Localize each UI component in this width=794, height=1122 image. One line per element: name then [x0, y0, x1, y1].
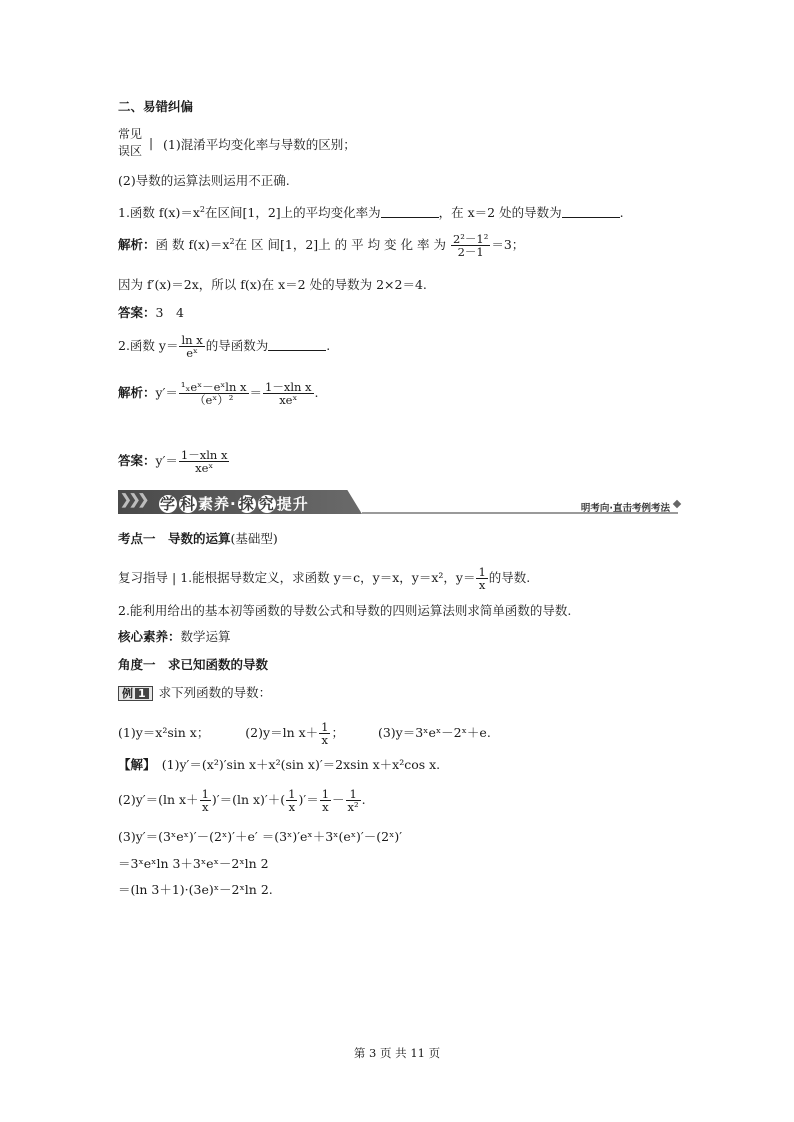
q2-prefix: 2.函数 y＝ — [118, 338, 179, 354]
sol-fraction — [200, 788, 211, 813]
q1-solution — [118, 233, 524, 258]
fraction-denominator: eˣ — [186, 346, 198, 361]
q1-sup: 2 — [199, 205, 205, 214]
answer-blank — [381, 205, 439, 218]
core-literacy — [118, 631, 231, 644]
q1-mid: 在区间[1，2]上的平均变化率为 — [204, 205, 381, 220]
example-item-2-fraction — [319, 721, 330, 746]
answer-blank — [562, 205, 620, 218]
q1-solution-text2: 在 区 间[1，2]上 的 平 均 变 化 率 为 — [234, 237, 446, 253]
topic-tag: (基础型) — [230, 531, 278, 546]
solution-label: 解析： — [118, 385, 156, 401]
banner-subtitle: 明考向·直击考例考法 — [580, 503, 670, 514]
review-guide — [118, 566, 530, 591]
mistake-tag-line1: 常见 — [118, 127, 143, 141]
review-guide-2: 2.能利用给出的基本初等函数的导数公式和导数的四则运算法则求简单函数的导数. — [118, 603, 572, 618]
mistake-item-2: (2)导数的运算法则运用不正确. — [118, 173, 290, 188]
diamond-icon — [673, 500, 681, 508]
q1-end: . — [619, 205, 624, 220]
solution-line-1 — [118, 759, 440, 772]
sol-fraction — [286, 788, 297, 813]
q2-answer — [118, 449, 230, 474]
sol-l2e: . — [361, 792, 366, 808]
q1-after: ，在 x＝2 处的导数为 — [438, 205, 562, 220]
example-badge-number: 1 — [135, 688, 149, 699]
angle-heading: 角度一 求已知函数的导数 — [118, 657, 269, 672]
sol-l2d: － — [332, 792, 345, 808]
fraction-numerator: ¹ₓeˣ－eˣln x — [180, 380, 247, 394]
fraction-denominator: x — [322, 800, 329, 815]
sol-l2c: )′＝ — [298, 792, 319, 808]
fraction-denominator: x — [201, 800, 209, 815]
fraction-numerator: 2²－1² — [452, 232, 489, 246]
review-guide-label: 复习指导 — [118, 570, 169, 586]
sol-fraction — [320, 788, 331, 813]
q2-suffix: 的导函数为 — [205, 338, 269, 354]
q2-fraction — [179, 334, 204, 359]
review-guide-end: 的导数. — [488, 570, 531, 586]
solution-tag: 【解】 — [118, 757, 150, 772]
fraction-numerator: 1－xln x — [180, 448, 228, 462]
example-items — [118, 721, 491, 746]
q1-solution-text: 函 数 f(x)＝x — [155, 237, 230, 253]
fraction-denominator: x² — [347, 800, 359, 815]
mistake-tag — [118, 126, 142, 160]
page-footer: 第 3 页 共 11 页 — [353, 1046, 441, 1060]
fraction-numerator: 1 — [346, 788, 361, 801]
fraction-denominator: x — [288, 800, 296, 815]
solution-line-1-text: (1)y′＝(x²)′sin x＋x²(sin x)′＝2xsin x＋x²cos x. — [161, 757, 441, 772]
q2-answer-lhs: y′＝ — [155, 453, 178, 469]
mistake-item-1: (1)混淆平均变化率与导数的区别； — [163, 137, 356, 152]
section-banner — [118, 490, 678, 516]
q2-solution-fraction-2 — [263, 381, 314, 406]
example-badge — [118, 686, 153, 701]
question-1 — [118, 205, 624, 220]
question-2 — [118, 334, 330, 359]
q2-answer-fraction — [179, 449, 230, 474]
q1-fraction — [451, 233, 490, 258]
answer-label: 答案： — [118, 305, 156, 320]
topic-heading — [118, 533, 278, 546]
banner-char: 探 — [238, 495, 255, 513]
topic-title: 考点一 导数的运算 — [118, 531, 231, 546]
answer-label: 答案： — [118, 453, 156, 469]
example-item-1: (1)y＝x²sin x； — [118, 725, 210, 741]
fraction-numerator: 1 — [321, 720, 329, 734]
sol-fraction — [346, 788, 361, 813]
answer-text: 3 4 — [155, 305, 184, 320]
mistake-tag-line2: 误区 — [118, 143, 143, 158]
chevron-right-icon: ❯❯❯ — [120, 492, 147, 508]
example-text: 求下列函数的导数： — [158, 685, 272, 700]
q2-solution-eq: ＝ — [249, 385, 263, 401]
q2-solution-lhs: y′＝ — [155, 385, 178, 401]
sol-l2a: (2)y′＝(ln x＋ — [118, 792, 199, 808]
example-item-2-prefix: (2)y＝ln x＋ — [245, 725, 319, 741]
fraction-numerator: 1－xln x — [265, 380, 312, 394]
review-guide-text: 1.能根据导数定义，求函数 y＝c，y＝x，y＝x²，y＝ — [180, 570, 476, 586]
q2-solution-end: . — [314, 385, 319, 401]
solution-line-5: ＝(ln 3＋1)·(3e)ˣ－2ˣln 2. — [118, 882, 273, 897]
sol-l2b: )′＝(ln x)′＋( — [211, 792, 286, 808]
mistake-tag-separator: | — [149, 136, 154, 150]
section-title: 二、易错纠偏 — [118, 99, 194, 114]
q1-prefix: 1.函数 f(x)＝x — [118, 205, 200, 220]
q1-solution-sup: 2 — [229, 237, 235, 247]
fraction-numerator: 1 — [201, 787, 209, 801]
fraction-denominator: （eˣ）² — [194, 393, 234, 408]
q1-solution-result: ＝3； — [491, 237, 525, 253]
review-guide-separator: | — [172, 570, 177, 586]
fraction-numerator: 1 — [288, 787, 296, 801]
fraction-numerator: 1 — [321, 787, 330, 801]
answer-blank — [268, 338, 326, 351]
q2-end: . — [326, 338, 331, 354]
guide-fraction — [476, 566, 487, 591]
example-item-2 — [245, 720, 344, 748]
example-badge-label: 例 — [122, 687, 133, 700]
fraction-numerator: ln x — [181, 333, 203, 347]
banner-text: 提升 — [276, 495, 309, 513]
q2-solution — [118, 381, 319, 406]
q2-solution-fraction — [179, 381, 249, 406]
fraction-denominator: x — [478, 578, 486, 593]
banner-text: 素养· — [198, 495, 237, 513]
example-item-3: (3)y＝3ˣeˣ－2ˣ＋e. — [377, 725, 491, 741]
solution-label: 解析： — [118, 237, 156, 253]
fraction-denominator: xeˣ — [195, 461, 214, 476]
fraction-denominator: 2－1 — [457, 245, 484, 260]
fraction-numerator: 1 — [478, 565, 486, 579]
banner-char: 学 — [159, 495, 176, 513]
banner-char: 科 — [179, 495, 196, 513]
q1-answer — [118, 307, 184, 320]
fraction-denominator: x — [321, 733, 329, 748]
banner-title — [158, 493, 309, 514]
solution-line-2 — [118, 788, 366, 813]
fraction-denominator: xeˣ — [279, 393, 298, 408]
core-literacy-text: 数学运算 — [180, 629, 231, 644]
example-item-2-end: ； — [331, 725, 344, 741]
banner-char: 究 — [258, 495, 275, 513]
core-literacy-label: 核心素养： — [118, 629, 181, 644]
q1-derivative-line: 因为 f′(x)＝2x，所以 f(x)在 x＝2 处的导数为 2×2＝4. — [118, 277, 427, 292]
example-1 — [118, 686, 271, 701]
solution-line-4: ＝3ˣeˣln 3＋3ˣeˣ－2ˣln 2 — [118, 856, 269, 871]
solution-line-3: (3)y′＝(3ˣeˣ)′－(2ˣ)′＋e′ ＝(3ˣ)′eˣ＋3ˣ(eˣ)′－(2ˣ)′ — [118, 829, 403, 844]
